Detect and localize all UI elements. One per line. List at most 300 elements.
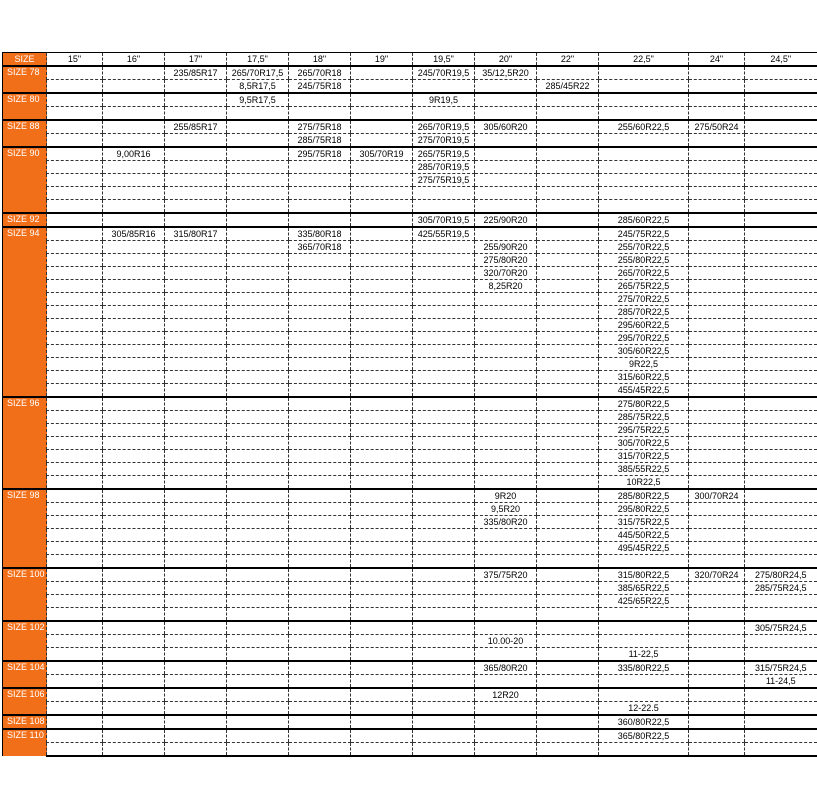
tire-size-cell <box>47 267 103 280</box>
tire-size-cell <box>689 227 745 241</box>
tire-size-cell <box>689 332 745 345</box>
table-row <box>3 450 817 463</box>
tire-size-cell <box>745 489 817 503</box>
tire-size-cell <box>351 267 413 280</box>
tire-size-cell: 255/80R22,5 <box>599 254 689 267</box>
table-row <box>3 516 817 529</box>
tire-size-cell <box>537 595 599 608</box>
tire-size-cell <box>537 134 599 148</box>
tire-size-cell <box>47 66 103 80</box>
tire-size-cell <box>413 267 475 280</box>
tire-size-cell <box>165 134 227 148</box>
tire-size-cell <box>351 319 413 332</box>
tire-size-cell <box>227 568 289 582</box>
tire-size-cell <box>689 675 745 689</box>
tire-size-cell <box>745 120 817 134</box>
tire-size-cell: 365/70R18 <box>289 241 351 254</box>
tire-size-cell <box>165 489 227 503</box>
tire-size-cell <box>599 134 689 148</box>
tire-size-cell <box>47 729 103 743</box>
tire-size-cell: 285/75R22,5 <box>599 411 689 424</box>
tire-size-cell <box>289 306 351 319</box>
tire-size-cell <box>103 397 165 411</box>
tire-size-cell <box>47 254 103 267</box>
tire-size-cell <box>165 80 227 94</box>
table-row <box>3 661 817 675</box>
tire-size-cell <box>165 621 227 635</box>
tire-size-cell <box>537 648 599 662</box>
tire-size-cell <box>537 743 599 757</box>
tire-size-cell: 275/75R19,5 <box>413 174 475 187</box>
tire-size-cell <box>537 107 599 121</box>
table-row <box>3 319 817 332</box>
tire-size-cell <box>47 437 103 450</box>
tire-size-cell <box>47 161 103 174</box>
tire-size-cell: 9,00R16 <box>103 147 165 161</box>
tire-size-cell: 315/75R22,5 <box>599 516 689 529</box>
tire-size-cell <box>103 463 165 476</box>
tire-size-cell <box>745 411 817 424</box>
tire-size-cell <box>599 200 689 214</box>
tire-size-cell <box>537 227 599 241</box>
tire-size-cell <box>689 595 745 608</box>
tire-size-cell <box>227 661 289 675</box>
tire-size-cell: 495/45R22,5 <box>599 542 689 555</box>
tire-size-cell <box>289 332 351 345</box>
tire-size-cell <box>745 595 817 608</box>
tire-size-cell <box>47 688 103 702</box>
table-row <box>3 358 817 371</box>
tire-size-cell <box>103 437 165 450</box>
tire-size-cell <box>413 675 475 689</box>
tire-size-cell <box>413 80 475 94</box>
tire-size-cell <box>351 66 413 80</box>
table-row <box>3 476 817 490</box>
tire-size-cell <box>103 743 165 757</box>
tire-size-cell <box>537 187 599 200</box>
tire-size-cell: 8,5R17,5 <box>227 80 289 94</box>
tire-size-cell <box>165 397 227 411</box>
tire-size-cell <box>413 306 475 319</box>
tire-size-cell <box>289 621 351 635</box>
tire-size-cell <box>413 621 475 635</box>
tire-size-cell <box>47 319 103 332</box>
tire-size-cell <box>537 358 599 371</box>
tire-size-cell <box>165 161 227 174</box>
table-row <box>3 147 817 161</box>
tire-size-cell <box>289 200 351 214</box>
tire-size-cell <box>689 397 745 411</box>
tire-size-cell <box>227 688 289 702</box>
tire-size-cell <box>351 384 413 398</box>
size-label: SIZE 98 <box>3 489 47 568</box>
tire-size-cell <box>289 675 351 689</box>
tire-size-cell <box>537 319 599 332</box>
tire-size-cell <box>413 476 475 490</box>
tire-size-cell <box>165 608 227 622</box>
tire-size-cell <box>537 93 599 107</box>
tire-size-cell <box>537 582 599 595</box>
tire-size-cell <box>103 280 165 293</box>
tire-size-cell <box>537 450 599 463</box>
tire-size-cell <box>289 371 351 384</box>
tire-size-cell: 365/80R22,5 <box>599 729 689 743</box>
tire-size-cell <box>103 688 165 702</box>
table-row <box>3 280 817 293</box>
tire-size-cell <box>103 107 165 121</box>
tire-size-cell <box>537 200 599 214</box>
tire-size-cell <box>227 241 289 254</box>
table-row <box>3 424 817 437</box>
tire-size-cell <box>689 200 745 214</box>
tire-size-cell <box>537 306 599 319</box>
tire-size-cell: 285/60R22,5 <box>599 213 689 227</box>
tire-size-cell <box>103 729 165 743</box>
tire-size-cell <box>745 463 817 476</box>
tire-size-cell <box>103 93 165 107</box>
tire-size-cell <box>227 120 289 134</box>
tire-size-cell <box>351 437 413 450</box>
tire-size-cell <box>475 384 537 398</box>
tire-size-cell <box>47 345 103 358</box>
tire-size-cell: 255/90R20 <box>475 241 537 254</box>
tire-size-cell <box>475 555 537 569</box>
tire-size-cell <box>227 306 289 319</box>
tire-size-cell <box>227 161 289 174</box>
tire-size-cell <box>351 187 413 200</box>
tire-size-cell <box>475 345 537 358</box>
table-row <box>3 489 817 503</box>
tire-size-cell: 315/60R22,5 <box>599 371 689 384</box>
tire-size-cell <box>103 187 165 200</box>
tire-size-cell <box>537 174 599 187</box>
tire-size-cell <box>537 280 599 293</box>
tire-size-cell <box>227 227 289 241</box>
tire-size-cell <box>351 411 413 424</box>
tire-size-cell <box>537 120 599 134</box>
tire-size-cell <box>351 635 413 648</box>
tire-size-cell <box>689 319 745 332</box>
tire-size-cell <box>351 174 413 187</box>
table-row <box>3 384 817 398</box>
tire-size-cell <box>47 555 103 569</box>
tire-size-cell <box>289 267 351 280</box>
tire-size-cell <box>351 450 413 463</box>
tire-size-cell <box>47 542 103 555</box>
tire-size-cell <box>475 319 537 332</box>
tire-size-cell <box>413 529 475 542</box>
tire-size-cell <box>475 476 537 490</box>
tire-size-cell: 235/85R17 <box>165 66 227 80</box>
tire-size-cell <box>537 241 599 254</box>
table-row <box>3 397 817 411</box>
tire-size-cell <box>351 743 413 757</box>
tire-size-cell <box>689 476 745 490</box>
table-row <box>3 371 817 384</box>
tire-size-cell <box>227 280 289 293</box>
tire-size-cell <box>47 358 103 371</box>
tire-size-cell <box>289 174 351 187</box>
tire-size-cell <box>103 675 165 689</box>
tire-size-cell <box>227 516 289 529</box>
tire-size-cell <box>103 384 165 398</box>
tire-size-cell <box>475 450 537 463</box>
tire-size-cell: 305/75R24,5 <box>745 621 817 635</box>
tire-size-cell <box>413 332 475 345</box>
tire-size-cell <box>475 200 537 214</box>
tire-size-cell: 9,5R17,5 <box>227 93 289 107</box>
rim-column-header: 20" <box>475 53 537 67</box>
tire-size-cell <box>165 187 227 200</box>
tire-size-cell <box>47 134 103 148</box>
tire-size-cell <box>413 542 475 555</box>
tire-size-cell <box>47 93 103 107</box>
tire-size-cell <box>227 621 289 635</box>
tire-size-cell <box>227 635 289 648</box>
tire-size-cell <box>745 516 817 529</box>
tire-size-cell <box>537 503 599 516</box>
tire-size-cell: 245/75R22,5 <box>599 227 689 241</box>
tire-size-cell <box>289 93 351 107</box>
tire-size-cell <box>475 715 537 729</box>
tire-size-cell <box>165 107 227 121</box>
tire-size-cell: 245/75R18 <box>289 80 351 94</box>
table-row <box>3 187 817 200</box>
size-label: SIZE 90 <box>3 147 47 213</box>
tire-size-cell <box>599 93 689 107</box>
tire-size-cell <box>689 702 745 716</box>
tire-size-cell <box>47 80 103 94</box>
tire-size-cell <box>475 134 537 148</box>
tire-size-cell <box>745 187 817 200</box>
tire-size-cell <box>289 568 351 582</box>
tire-size-cell <box>745 161 817 174</box>
tire-size-cell <box>351 306 413 319</box>
tire-size-cell <box>745 648 817 662</box>
size-label: SIZE 94 <box>3 227 47 397</box>
tire-size-cell: 315/80R17 <box>165 227 227 241</box>
tire-size-cell <box>413 371 475 384</box>
tire-size-cell: 275/80R24,5 <box>745 568 817 582</box>
tire-size-cell <box>289 688 351 702</box>
tire-size-cell: 275/70R19,5 <box>413 134 475 148</box>
tire-size-cell: 305/70R22,5 <box>599 437 689 450</box>
tire-size-cell <box>165 319 227 332</box>
tire-size-cell <box>165 306 227 319</box>
tire-size-cell <box>227 411 289 424</box>
tire-size-cell: 265/75R22,5 <box>599 280 689 293</box>
table-row <box>3 555 817 569</box>
tire-size-cell <box>289 161 351 174</box>
tire-size-cell <box>413 411 475 424</box>
tire-size-cell <box>103 489 165 503</box>
size-label: SIZE 96 <box>3 397 47 489</box>
tire-size-cell <box>689 267 745 280</box>
tire-size-cell <box>745 397 817 411</box>
tire-size-cell <box>165 582 227 595</box>
tire-size-cell <box>351 463 413 476</box>
table-row <box>3 688 817 702</box>
tire-size-cell <box>165 568 227 582</box>
tire-size-cell <box>227 384 289 398</box>
tire-size-cell <box>537 147 599 161</box>
tire-size-cell <box>413 463 475 476</box>
tire-size-cell <box>537 254 599 267</box>
tire-size-cell <box>599 174 689 187</box>
tire-size-cell <box>475 463 537 476</box>
tire-size-cell <box>165 411 227 424</box>
tire-size-cell <box>413 319 475 332</box>
tire-size-cell <box>475 675 537 689</box>
tire-size-cell <box>475 729 537 743</box>
tire-size-cell: 285/70R19,5 <box>413 161 475 174</box>
tire-size-cell <box>475 147 537 161</box>
table-row <box>3 306 817 319</box>
tire-size-cell <box>47 241 103 254</box>
tire-size-cell <box>689 463 745 476</box>
table-body <box>3 66 817 756</box>
table-row <box>3 621 817 635</box>
tire-size-cell <box>47 280 103 293</box>
tire-size-cell <box>103 568 165 582</box>
tire-size-cell <box>475 187 537 200</box>
tire-size-cell <box>745 66 817 80</box>
tire-size-cell <box>165 174 227 187</box>
tire-size-cell <box>413 345 475 358</box>
tire-size-cell <box>47 227 103 241</box>
tire-size-cell <box>413 582 475 595</box>
tire-size-cell: 11-22,5 <box>599 648 689 662</box>
tire-size-cell <box>537 411 599 424</box>
tire-size-cell <box>351 134 413 148</box>
tire-size-cell <box>537 661 599 675</box>
tire-size-cell <box>351 489 413 503</box>
tire-size-cell <box>227 319 289 332</box>
tire-size-cell <box>103 332 165 345</box>
table-row <box>3 332 817 345</box>
tire-size-cell <box>475 227 537 241</box>
tire-size-cell <box>413 743 475 757</box>
tire-size-cell <box>351 107 413 121</box>
tire-size-cell <box>227 463 289 476</box>
tire-size-cell <box>537 489 599 503</box>
tire-size-cell <box>165 715 227 729</box>
tire-size-cell <box>745 384 817 398</box>
tire-size-cell <box>689 715 745 729</box>
table-row <box>3 80 817 94</box>
tire-size-cell <box>537 675 599 689</box>
tire-size-cell: 245/70R19,5 <box>413 66 475 80</box>
tire-size-cell <box>475 608 537 622</box>
tire-size-cell <box>537 384 599 398</box>
tire-size-cell <box>165 267 227 280</box>
tire-size-cell: 320/70R20 <box>475 267 537 280</box>
tire-size-cell: 11-24,5 <box>745 675 817 689</box>
tire-size-cell <box>689 555 745 569</box>
tire-size-cell <box>745 241 817 254</box>
tire-size-cell <box>103 715 165 729</box>
tire-size-cell <box>103 608 165 622</box>
tire-size-cell <box>227 358 289 371</box>
tire-size-cell <box>475 648 537 662</box>
tire-size-cell <box>289 715 351 729</box>
tire-size-cell <box>47 489 103 503</box>
tire-size-cell <box>351 608 413 622</box>
tire-size-cell <box>103 66 165 80</box>
tire-size-cell <box>351 93 413 107</box>
tire-size-cell: 9R20 <box>475 489 537 503</box>
tire-size-cell <box>103 503 165 516</box>
tire-size-cell <box>537 516 599 529</box>
tire-size-cell <box>599 675 689 689</box>
tire-size-cell <box>413 187 475 200</box>
tire-size-cell <box>413 254 475 267</box>
tire-size-cell <box>227 345 289 358</box>
table-row <box>3 702 817 716</box>
tire-size-cell <box>745 213 817 227</box>
tire-size-cell <box>599 107 689 121</box>
tire-size-cell <box>351 120 413 134</box>
tire-size-cell <box>599 147 689 161</box>
tire-size-cell <box>47 213 103 227</box>
tire-size-cell <box>745 608 817 622</box>
tire-size-cell: 9R22,5 <box>599 358 689 371</box>
tire-size-cell <box>47 450 103 463</box>
tire-size-cell <box>351 280 413 293</box>
tire-size-cell <box>689 516 745 529</box>
tire-size-cell <box>227 200 289 214</box>
tire-size-cell <box>103 120 165 134</box>
tire-size-cell <box>103 411 165 424</box>
tire-size-cell <box>745 332 817 345</box>
tire-size-cell <box>289 450 351 463</box>
tire-size-cell <box>689 147 745 161</box>
tire-size-cell <box>599 608 689 622</box>
table-row <box>3 120 817 134</box>
tire-size-cell <box>351 555 413 569</box>
tire-size-cell <box>689 582 745 595</box>
tire-size-cell <box>413 595 475 608</box>
tire-size-cell: 360/80R22,5 <box>599 715 689 729</box>
tire-size-cell: 35/12,5R20 <box>475 66 537 80</box>
tire-size-cell <box>289 503 351 516</box>
tire-size-cell <box>537 332 599 345</box>
tire-size-cell <box>351 424 413 437</box>
tire-size-cell <box>745 715 817 729</box>
tire-size-cell <box>165 450 227 463</box>
tire-size-cell: 385/65R22,5 <box>599 582 689 595</box>
tire-size-cell <box>745 437 817 450</box>
rim-column-header: 19" <box>351 53 413 67</box>
tire-size-cell <box>351 254 413 267</box>
tire-size-cell <box>475 161 537 174</box>
tire-size-cell <box>165 675 227 689</box>
tire-size-cell: 305/70R19 <box>351 147 413 161</box>
tire-size-cell <box>689 134 745 148</box>
tire-size-cell: 265/70R18 <box>289 66 351 80</box>
tire-size-cell <box>351 227 413 241</box>
tire-size-cell <box>413 489 475 503</box>
tire-size-cell <box>745 267 817 280</box>
tire-size-cell <box>103 450 165 463</box>
tire-size-cell <box>47 529 103 542</box>
tire-size-cell <box>599 688 689 702</box>
tire-size-cell <box>413 384 475 398</box>
tire-size-cell <box>165 384 227 398</box>
tire-size-cell <box>47 635 103 648</box>
tire-size-cell <box>475 702 537 716</box>
tire-size-cell: 9R19,5 <box>413 93 475 107</box>
